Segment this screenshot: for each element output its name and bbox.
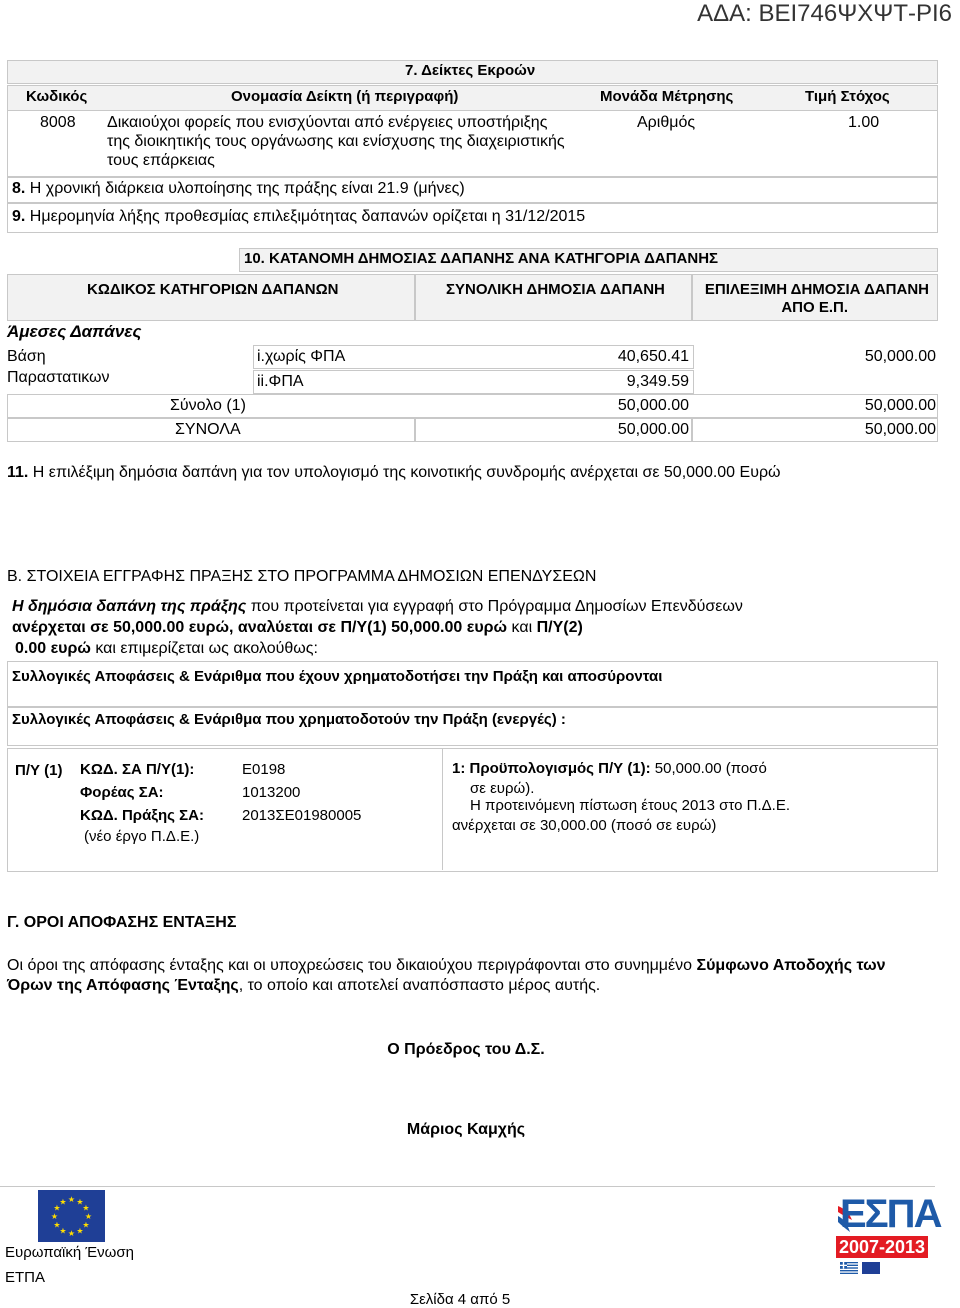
- withdrawn-decisions-label: Συλλογικές Αποφάσεις & Ενάριθμα που έχουν χρηματοδοτήσει την Πράξη και αποσύρονται: [12, 668, 663, 685]
- svg-text:★: ★: [50, 1212, 59, 1221]
- allocation-col-total: ΣΥΝΟΛΙΚΗ ΔΗΜΟΣΙΑ ΔΑΠΑΝΗ: [446, 281, 665, 298]
- espa-logo: [834, 1192, 941, 1274]
- indicator-target: 1.00: [848, 114, 880, 131]
- col-target: Τιμή Στόχος: [805, 88, 890, 105]
- py2-amount: 0.00 ευρώ: [15, 640, 91, 657]
- svg-text:★: ★: [53, 1203, 61, 1213]
- deadline-desc: Ημερομηνία λήξης προθεσμίας επιλεξιμότητας δαπανών ορίζεται η 31/12/2015: [25, 208, 586, 225]
- split-text: και επιμερίζεται ως ακολούθως:: [90, 640, 318, 657]
- eligible-amount-desc: Η επιλέξιμη δημόσια δαπάνη για τον υπολογισμό της κοινοτικής συνδρομής ανέρχεται σε 50,000.00 Ευρώ: [28, 464, 781, 481]
- row2-total: 9,349.59: [626, 373, 689, 390]
- direct-costs-label: Άμεσες Δαπάνες: [7, 322, 142, 341]
- section-g-title: Γ. ΟΡΟΙ ΑΠΟΦΑΣΗΣ ΕΝΤΑΞΗΣ: [7, 914, 237, 931]
- svg-text:★: ★: [59, 1226, 67, 1236]
- sa-project-value: 2013ΣΕ01980005: [242, 807, 362, 824]
- basis-label-2: Παραστατικων: [7, 369, 110, 386]
- indicator-name-line3: τους επάρκειας: [107, 152, 215, 169]
- indicator-name-line2: της διοικητικής τους οργάνωσης και ενίσχυσης της διαχειριστικής: [107, 133, 565, 150]
- grand-total-label: ΣΥΝΟΛΑ: [175, 421, 241, 438]
- svg-text:★: ★: [67, 1195, 76, 1204]
- grand-eligible: 50,000.00: [864, 421, 936, 438]
- indicator-name-line1: Δικαιούχοι φορείς που ενισχύονται από ενέργειες υποστήριξης: [107, 114, 548, 131]
- section-b-paragraph-2: [12, 619, 583, 637]
- amount-breakdown: ανέρχεται σε 50,000.00 ευρώ, αναλύεται σε Π/Υ(1) 50,000.00 ευρώ: [12, 619, 508, 636]
- sa-project-label: ΚΩΔ. Πράξης ΣΑ:: [80, 807, 204, 824]
- allocation-col-code: ΚΩΔΙΚΟΣ ΚΑΤΗΓΟΡΙΩΝ ΔΑΠΑΝΩΝ: [87, 281, 339, 298]
- py-label: Π/Υ (1): [15, 762, 63, 779]
- indicators-header-row: [7, 85, 938, 111]
- subtotal-row: [7, 394, 938, 418]
- col-unit: Μονάδα Μέτρησης: [600, 88, 734, 105]
- budget-value: 50,000.00 (ποσό: [650, 760, 767, 777]
- svg-text:★: ★: [82, 1203, 90, 1213]
- amount-py2: Π/Υ(2): [536, 619, 583, 636]
- indicator-unit: Αριθμός: [637, 114, 696, 131]
- svg-text:★: ★: [82, 1220, 90, 1230]
- svg-text:★: ★: [67, 1229, 76, 1238]
- eu-label: Ευρωπαϊκή Ένωση: [5, 1244, 134, 1261]
- amount-and: και: [507, 619, 537, 636]
- terms-text-a: Οι όροι της απόφασης ένταξης και οι υποχρεώσεις του δικαιούχου περιγράφονται στο συνημμένο: [7, 957, 697, 974]
- grand-total: 50,000.00: [617, 421, 689, 438]
- eligible-amount-num: 11.: [7, 464, 29, 481]
- col-name: Ονομασία Δείκτη (ή περιγραφή): [231, 88, 459, 105]
- indicator-code: 8008: [40, 114, 76, 131]
- budget-line-4: ανέρχεται σε 30,000.00 (ποσό σε ευρώ): [452, 817, 717, 834]
- signature-name: Μάριος Καμχής: [406, 1121, 526, 1138]
- budget-line-3: Η προτεινόμενη πίστωση έτους 2013 στο Π.Δ.Ε.: [470, 797, 790, 814]
- eligible-amount-text: [7, 464, 781, 482]
- erdf-label: ΕΤΠΑ: [5, 1269, 46, 1286]
- section-b-title: Β. ΣΤΟΙΧΕΙΑ ΕΓΓΡΑΦΗΣ ΠΡΑΞΗΣ ΣΤΟ ΠΡΟΓΡΑΜΜΑ ΔΗΜΟΣΙΩΝ ΕΠΕΝΔΥΣΕΩΝ: [7, 568, 597, 585]
- public-expense-rest: που προτείνεται για εγγραφή στο Πρόγραμμα Δημοσίων Επενδύσεων: [246, 598, 743, 615]
- allocation-col-eligible-2: ΑΠΟ Ε.Π.: [781, 299, 848, 316]
- svg-text:★: ★: [84, 1212, 93, 1221]
- page-number: Σελίδα 4 από 5: [409, 1291, 511, 1308]
- indicators-title: 7. Δείκτες Εκροών: [405, 62, 536, 79]
- subtotal-eligible: 50,000.00: [864, 397, 936, 414]
- budget-label: 1: Προϋπολογισμός Π/Υ (1):: [452, 760, 651, 777]
- greek-flag-icon: [840, 1262, 858, 1274]
- subtotal-total: 50,000.00: [617, 397, 689, 414]
- public-expense-phrase: Η δημόσια δαπάνη της πράξης: [12, 598, 247, 615]
- svg-text:★: ★: [59, 1197, 67, 1207]
- deadline-num: 9.: [12, 208, 26, 225]
- section-g-paragraph: [7, 956, 942, 996]
- svg-text:★: ★: [76, 1226, 84, 1236]
- terms-agreement-b: Όρων της Απόφασης Ένταξης: [7, 977, 239, 994]
- terms-text-b: , το οποίο και αποτελεί αναπόσπαστο μέρος αυτής.: [238, 977, 601, 994]
- row2-label: ii.ΦΠΑ: [257, 373, 304, 390]
- eu-flag: [38, 1190, 105, 1242]
- sa-code-label: ΚΩΔ. ΣΑ Π/Υ(1):: [80, 761, 195, 778]
- duration-text: [12, 180, 465, 198]
- section-b-paragraph-1: [12, 598, 743, 616]
- row1-total: 40,650.41: [617, 348, 689, 365]
- svg-text:★: ★: [76, 1197, 84, 1207]
- duration-num: 8.: [12, 180, 26, 197]
- active-decisions-label: Συλλογικές Αποφάσεις & Ενάριθμα που χρηματοδοτούν την Πράξη (ενεργές) :: [12, 711, 566, 728]
- footer-divider: [0, 1186, 935, 1187]
- sa-agency-label: Φορέας ΣΑ:: [80, 784, 164, 801]
- espa-years: 2007-2013: [836, 1236, 928, 1258]
- allocation-title: 10. ΚΑΤΑΝΟΜΗ ΔΗΜΟΣΙΑΣ ΔΑΠΑΝΗΣ ΑΝΑ ΚΑΤΗΓΟΡΙΑ ΔΑΠΑΝΗΣ: [244, 250, 719, 267]
- section-b-paragraph-3: [15, 640, 318, 658]
- allocation-col-eligible-1: ΕΠΙΛΕΞΙΜΗ ΔΗΜΟΣΙΑ ΔΑΠΑΝΗ: [704, 281, 929, 298]
- ada-code: ΑΔΑ: ΒΕΙ746ΨΧΨΤ-ΡΙ6: [697, 0, 952, 27]
- budget-line-1: [452, 760, 767, 777]
- basis-label-1: Βάση: [7, 348, 46, 365]
- sa-code-value: Ε0198: [242, 761, 286, 778]
- sa-agency-value: 1013200: [242, 784, 301, 801]
- terms-agreement-a: Σύμφωνο Αποδοχής των: [696, 957, 886, 974]
- row1-eligible: 50,000.00: [864, 348, 936, 365]
- new-project-note: (νέο έργο Π.Δ.Ε.): [84, 828, 200, 845]
- eu-small-flag-icon: [862, 1262, 880, 1274]
- budget-line-2: σε ευρώ).: [470, 780, 535, 797]
- subtotal-label: Σύνολο (1): [170, 397, 246, 414]
- duration-desc: Η χρονική διάρκεια υλοποίησης της πράξης είναι 21.9 (μήνες): [25, 180, 465, 197]
- deadline-text: [12, 208, 585, 226]
- signature-role: Ο Πρόεδρος του Δ.Σ.: [387, 1041, 545, 1058]
- row1-label: i.χωρίς ΦΠΑ: [257, 348, 346, 365]
- eu-flag-icon: [38, 1190, 105, 1242]
- col-code: Κωδικός: [26, 88, 88, 105]
- budget-divider: [442, 748, 443, 870]
- svg-text:★: ★: [53, 1220, 61, 1230]
- espa-word: ΕΣΠΑ: [840, 1192, 941, 1236]
